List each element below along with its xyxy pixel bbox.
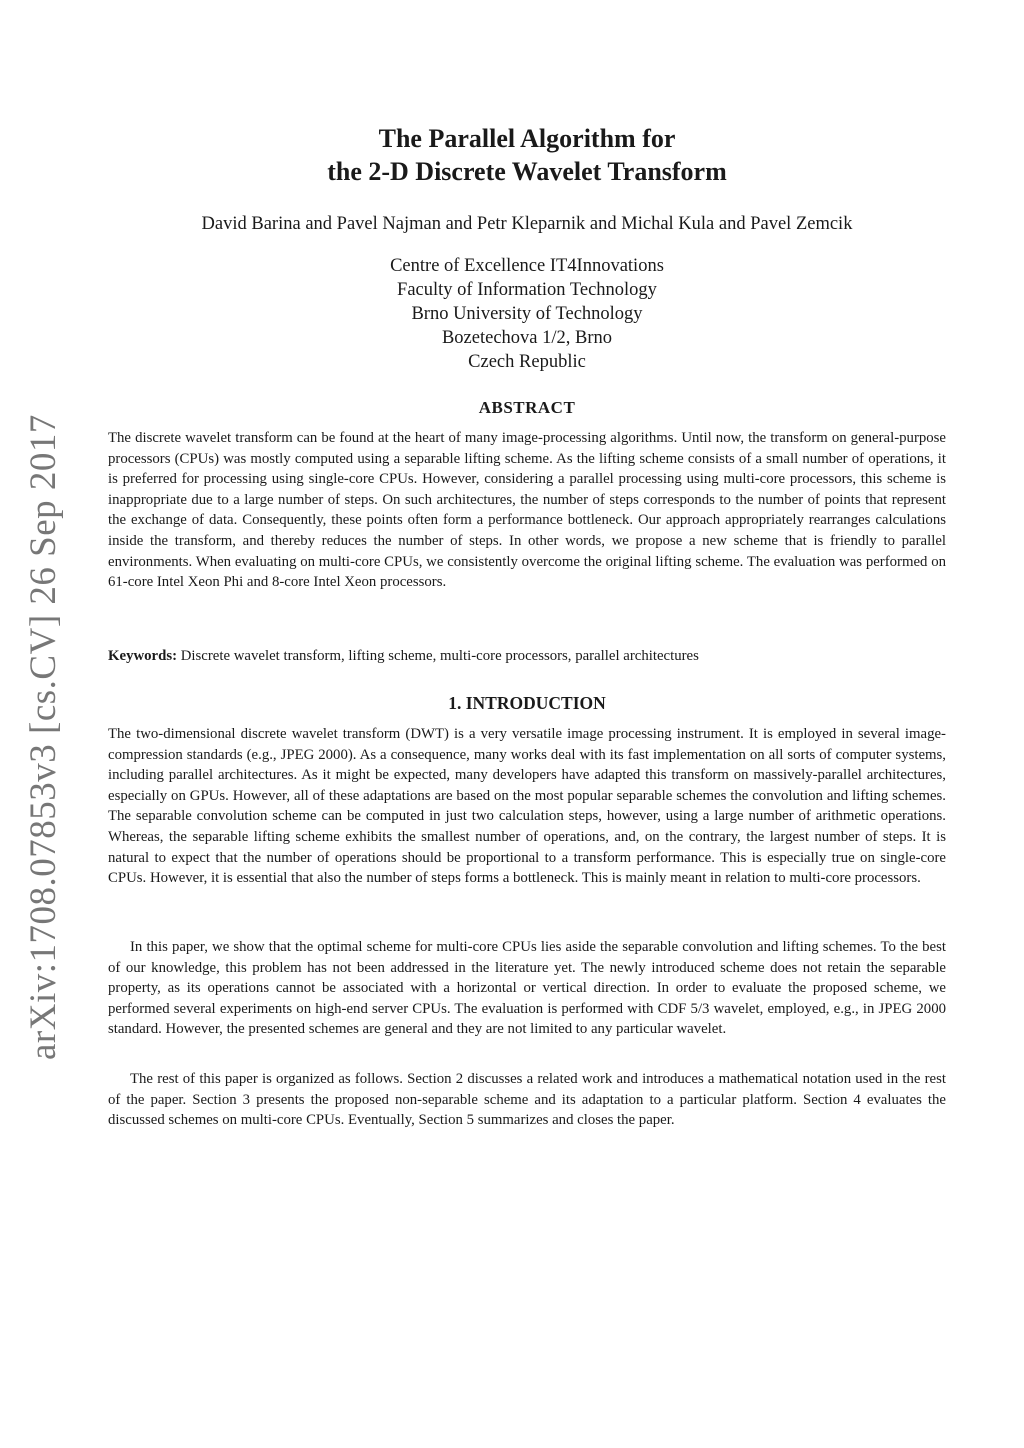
abstract-text: The discrete wavelet transform can be found at the heart of many image-processing algorithms. Until now, the transform on general-purpose processors (CPUs) was mostly computed using a separable lifting scheme. As the lifting scheme consists of a small number of operations, it is preferred for processing using single-core CPUs. However, considering a parallel processing using multi-core processors, this scheme is inappropriate due to a large number of steps. On such architectures, the number of steps corresponds to the number of points that represent the exchange of data. Consequently, these points often form a performance bottleneck. Our approach appropriately rearranges calculations inside the transform, and thereby reduces the number of steps. In other words, we propose a new scheme that is friendly to parallel environments. When evaluating on multi-core CPUs, we consistently overcome the original lifting scheme. The evaluation was performed on 61-core Intel Xeon Phi and 8-core Intel Xeon processors. (108, 430, 946, 591)
affiliation-line: Czech Republic (468, 352, 586, 372)
title-line-1: The Parallel Algorithm for (378, 124, 676, 153)
affiliation-block (108, 254, 946, 374)
affiliation-line: Brno University of Technology (411, 304, 643, 324)
affiliation-line: Centre of Excellence IT4Innovations (390, 256, 664, 276)
author-list: David Barina and Pavel Najman and Petr Kleparnik and Michal Kula and Pavel Zemcik (201, 214, 853, 234)
intro-paragraph-1: The two-dimensional discrete wavelet transform (DWT) is a very versatile image processing instrument. It is employed in several image-compression standards (e.g., JPEG 2000). As a consequence, many works deal with its fast implementation on all sorts of computer systems, including parallel architectures. As it might be expected, many developers have adapted this transform on massively-parallel architectures, especially on GPUs. However, all of these adaptations are based on the most popular separable schemes the convolution and lifting schemes. The separable convolution scheme can be computed in just two calculation steps, however, using a large number of arithmetic operations. Whereas, the separable lifting scheme exhibits the smallest number of operations, and, on the contrary, the largest number of steps. It is natural to expect that the number of operations should be proportional to a transform performance. This is especially true on single-core CPUs. However, it is essential that also the number of steps forms a bottleneck. This is mainly meant in relation to multi-core processors. (108, 726, 946, 887)
abstract-heading: ABSTRACT (478, 398, 576, 417)
affiliation-line: Faculty of Information Technology (397, 280, 657, 300)
paper-title (108, 122, 946, 188)
keywords-label: Keywords: (108, 648, 178, 664)
title-line-2: the 2-D Discrete Wavelet Transform (327, 157, 727, 186)
intro-paragraph-3: The rest of this paper is organized as follows. Section 2 discusses a related work and introduces a mathematical notation used in the rest of the paper. Section 3 presents the proposed non-separable scheme and its adaptation to a particular platform. Section 4 evaluates the discussed schemes on multi-core CPUs. Eventually, Section 5 summarizes and closes the paper. (108, 1071, 946, 1129)
affiliation-line: Bozetechova 1/2, Brno (441, 328, 613, 348)
arxiv-identifier: arXiv:1708.07853v3 [cs.CV] 26 Sep 2017 (23, 414, 64, 1060)
intro-paragraph-2: In this paper, we show that the optimal scheme for multi-core CPUs lies aside the separable convolution and lifting schemes. To the best of our knowledge, this problem has not been addressed in the literature yet. The newly introduced scheme does not retain the separable property, as its operations cannot be associated with a horizontal or vertical direction. In order to evaluate the proposed scheme, we performed several experiments on high-end server CPUs. The evaluation is performed with CDF 5/3 wavelet, employed, e.g., in JPEG 2000 standard. However, the presented schemes are general and they are not limited to any particular wavelet. (108, 939, 946, 1038)
keywords-line (108, 646, 946, 667)
keywords-text: Discrete wavelet transform, lifting scheme, multi-core processors, parallel architectures (180, 648, 699, 664)
introduction-heading: 1. INTRODUCTION (448, 693, 606, 713)
